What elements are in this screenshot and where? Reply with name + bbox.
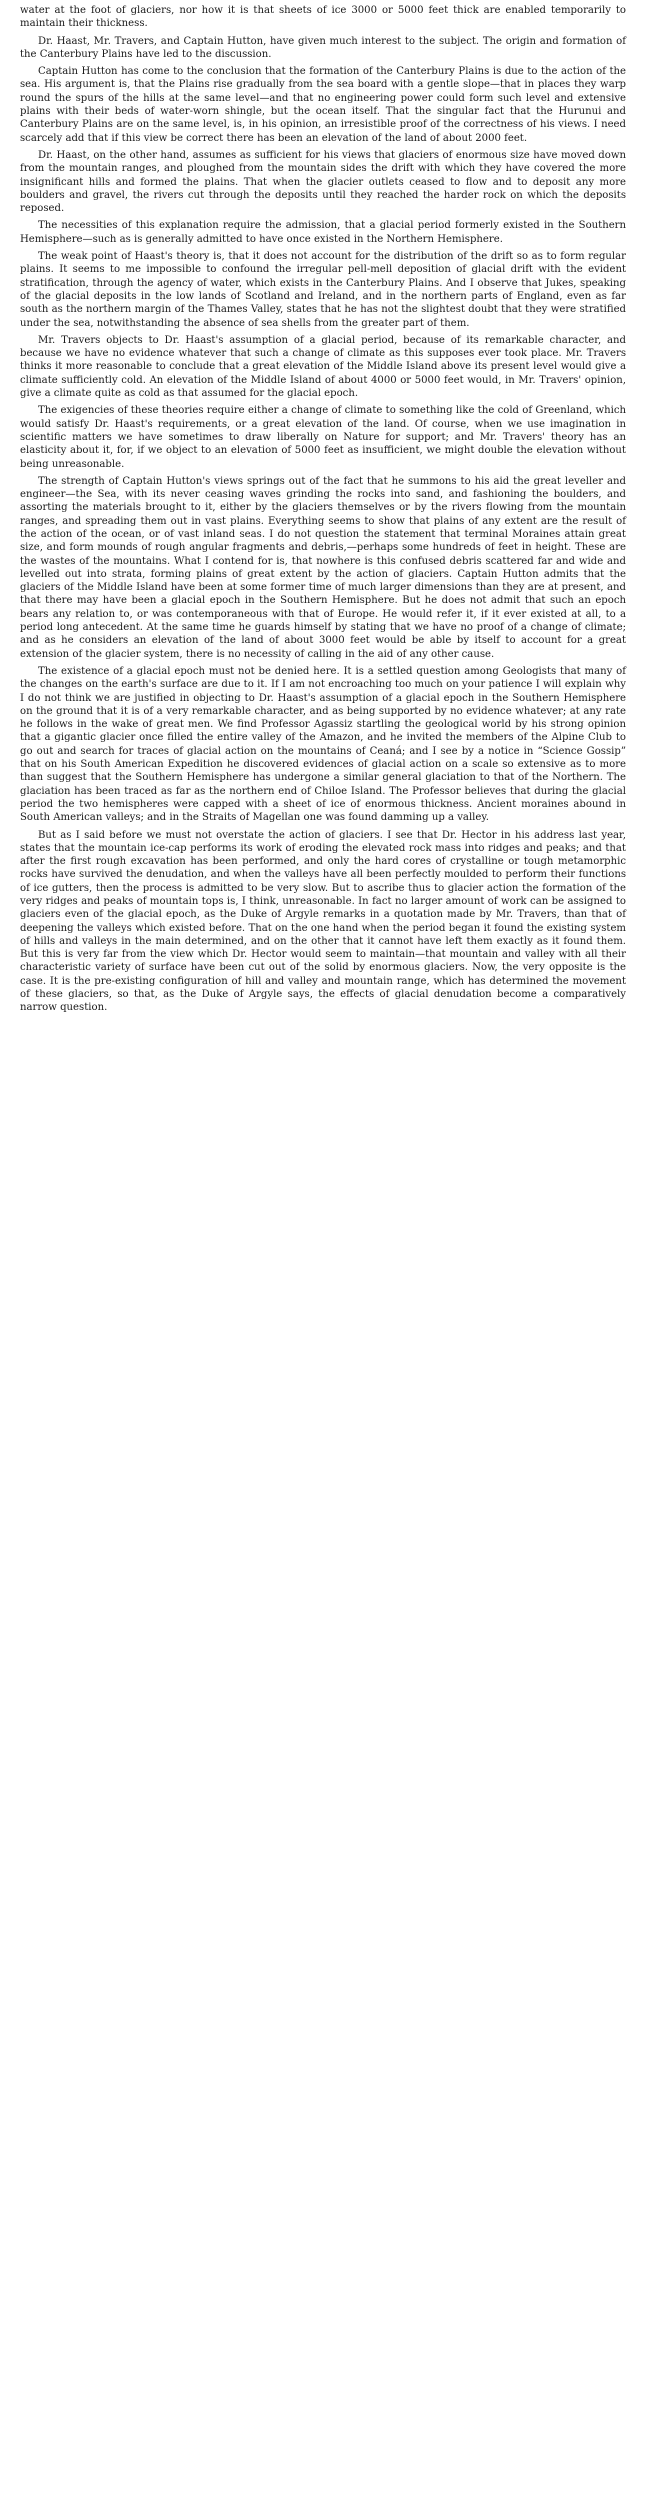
paragraph: Mr. Travers objects to Dr. Haast's assumption of a glacial period, because of its remarkable character, and because we have no evidence whatever that such a change of climate as this supposes ever took place. Mr. Travers thinks it more reasonable to conclude that a great elevation of the Middle Island above its present level would give a climate sufficiently cold. An elevation of the Middle Island of about 4000 or 5000 feet would, in Mr. Travers' opinion, give a climate quite as cold as that assumed for the glacial epoch.: [20, 334, 626, 400]
paragraph: The strength of Captain Hutton's views springs out of the fact that he summons to his aid the great leveller and engineer—the Sea, with its never ceasing waves grinding the rocks into sand, and fashioning the boulders, and assorting the materials brought to it, either by the glaciers themselves or by the rivers flowing from the mountain ranges, and spreading them out in vast plains. Everything seems to show that plains of any extent are the result of the action of the ocean, or of vast inland seas. I do not question the statement that terminal Moraines attain great size, and form mounds of rough angular fragments and debris,—perhaps some hundreds of feet in height. These are the wastes of the mountains. What I contend for is, that nowhere is this confused debris scattered far and wide and levelled out into strata, forming plains of great extent by the action of glaciers. Captain Hutton admits that the glaciers of the Middle Island have been at some former time of much larger dimensions than they are at present, and that there may have been a glacial epoch in the Southern Hemisphere. But he does not admit that such an epoch bears any relation to, or was contemporaneous with that of Europe. He would refer it, if it ever existed at all, to a period long antecedent. At the same time he guards himself by stating that we have no proof of a change of climate; and as he considers an elevation of the land of about 3000 feet would be able by itself to account for a great extension of the glacier system, there is no necessity of calling in the aid of any other cause.: [20, 475, 626, 660]
paragraph: Dr. Haast, on the other hand, assumes as sufficient for his views that glaciers of enormous size have moved down from the mountain ranges, and ploughed from the mountain sides the drift with which they have covered the more insignificant hills and formed the plains. That when the glacier outlets ceased to flow and to deposit any more boulders and gravel, the rivers cut through the deposits until they reached the harder rock on which the deposits reposed.: [20, 149, 626, 215]
document-page: [0, 0, 646, 1015]
paragraph: The necessities of this explanation require the admission, that a glacial period formerly existed in the Southern Hemisphere—such as is generally admitted to have once existed in the Northern Hemisphere.: [20, 220, 626, 245]
paragraph-continued: water at the foot of glaciers, nor how it is that sheets of ice 3000 or 5000 feet thick are enabled temporarily to maintain their thickness.: [20, 5, 626, 30]
paragraph: The weak point of Haast's theory is, that it does not account for the distribution of the drift so as to form regular plains. It seems to me impossible to confound the irregular pell-mell deposition of glacial drift with the evident stratification, through the agency of water, which exists in the Canterbury Plains. And I observe that Jukes, speaking of the glacial deposits in the low lands of Scotland and Ireland, and in the northern parts of England, even as far south as the northern margin of the Thames Valley, states that he has not the slightest doubt that they were stratified under the sea, notwithstanding the absence of sea shells from the greater part of them.: [20, 251, 626, 329]
paragraph: The exigencies of these theories require either a change of climate to something like the cold of Greenland, which would satisfy Dr. Haast's requirements, or a great elevation of the land. Of course, when we use imagination in scientific matters we have sometimes to draw liberally on Nature for support; and Mr. Travers' theory has an elasticity about it, for, if we object to an elevation of 5000 feet as insufficient, we might double the elevation without being unreasonable.: [20, 405, 626, 470]
paragraph: Dr. Haast, Mr. Travers, and Captain Hutton, have given much interest to the subject. The origin and formation of the Canterbury Plains have led to the discussion.: [20, 35, 626, 60]
paragraph: The existence of a glacial epoch must not be denied here. It is a settled question among Geologists that many of the changes on the earth's surface are due to it. If I am not encroaching too much on your patience I will explain why I do not think we are justified in objecting to Dr. Haast's assumption of a glacial epoch in the Southern Hemisphere on the ground that it is of a very remarkable character, and as being supported by no evidence whatever; at any rate he follows in the wake of great men. We find Professor Agassiz startling the geological world by his strong opinion that a gigantic glacier once filled the entire valley of the Amazon, and he invited the members of the Alpine Club to go out and search for traces of glacial action on the mountains of Ceaná; and I see by a notice in “Science Gossip” that on his South American Expedition he discovered evidences of glacial action on a scale so extensive as to more than suggest that the Southern Hemisphere has undergone a similar general glaciation to that of the Northern. The glaciation has been traced as far as the northern end of Chiloe Island. The Professor believes that during the glacial period the two hemispheres were capped with a sheet of ice of enormous thickness. Ancient moraines abound in South American valleys; and in the Straits of Magellan one was found damming up a valley.: [20, 665, 626, 824]
paragraph: But as I said before we must not overstate the action of glaciers. I see that Dr. Hector in his address last year, states that the mountain ice-cap performs its work of eroding the elevated rock mass into ridges and peaks; and that after the first rough excavation has been performed, and only the hard cores of crystalline or tough metamorphic rocks have survived the denudation, and when the valleys have all been perfectly moulded to perform their functions of ice gutters, then the process is admitted to be very slow. But to ascribe thus to glacier action the formation of the very ridges and peaks of mountain tops is, I think, unreasonable. In fact no larger amount of work can be assigned to glaciers even of the glacial epoch, as the Duke of Argyle remarks in a quotation made by Mr. Travers, than that of deepening the valleys which existed before. That on the one hand when the period began it found the existing system of hills and valleys in the main determined, and on the other that it cannot have left them exactly as it found them. But this is very far from the view which Dr. Hector would seem to maintain—that mountain and valley with all their characteristic variety of surface have been cut out of the solid by enormous glaciers. Now, the very opposite is the case. It is the pre-existing configuration of hill and valley and mountain range, which has determined the movement of these glaciers, so that, as the Duke of Argyle says, the effects of glacial denudation become a comparatively narrow question.: [20, 829, 626, 1014]
paragraph: Captain Hutton has come to the conclusion that the formation of the Canterbury Plains is due to the action of the sea. His argument is, that the Plains rise gradually from the sea board with a gentle slope—that in places they warp round the spurs of the hills at the same level—and that no engineering power could form such level and extensive plains with their beds of water-worn shingle, but the ocean itself. That the singular fact that the Hurunui and Canterbury Plains are on the same level, is, in his opinion, an irresistible proof of the correctness of his views. I need scarcely add that if this view be correct there has been an elevation of the land of about 2000 feet.: [20, 66, 626, 144]
